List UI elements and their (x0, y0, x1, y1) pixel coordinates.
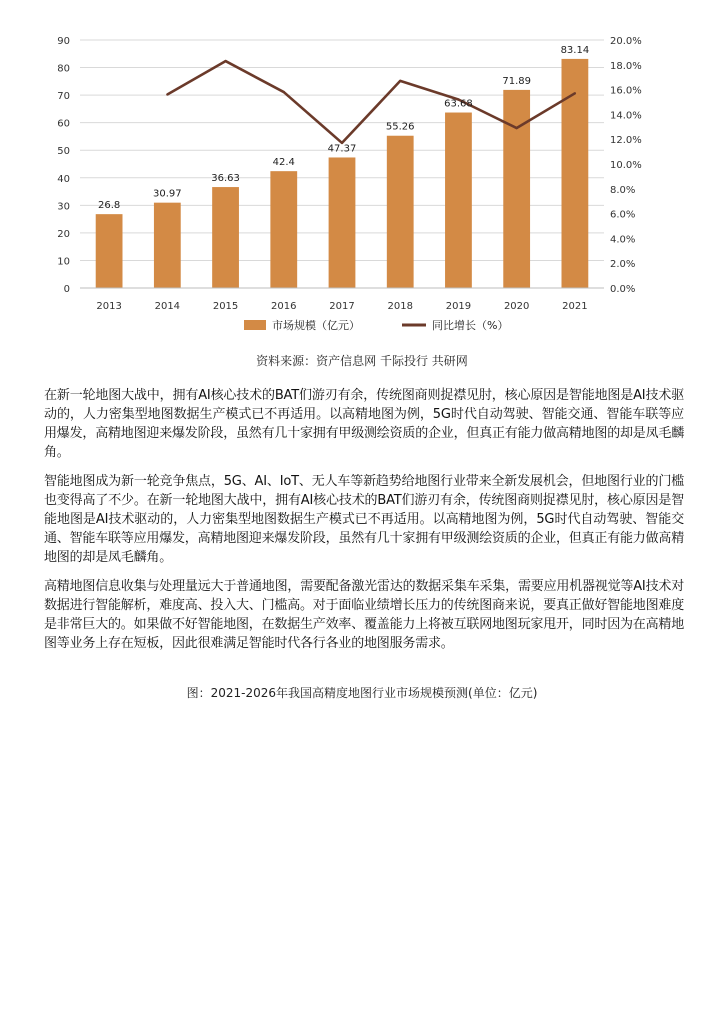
bar-value-label: 42.4 (272, 157, 295, 169)
left-tick-label: 70 (57, 91, 70, 103)
source-caption: 资料来源：资产信息网 千际投行 共研网 (256, 354, 468, 368)
x-tick-label: 2016 (271, 301, 297, 312)
bar (445, 113, 472, 288)
x-tick-label: 2020 (503, 301, 530, 312)
x-tick-label: 2017 (329, 301, 355, 312)
right-tick-label: 4.0% (610, 234, 636, 246)
bar (270, 171, 297, 288)
legend-swatch-market-size (244, 320, 266, 330)
bar (329, 157, 356, 288)
legend-label-growth: 同比增长（%） (432, 319, 509, 332)
growth-point (283, 91, 285, 93)
chart-legend (244, 318, 508, 332)
bar-value-label: 36.63 (211, 173, 240, 185)
bar (212, 187, 239, 288)
right-tick-label: 10.0% (610, 160, 642, 171)
x-tick-label: 2019 (445, 301, 472, 312)
left-tick-label: 50 (57, 146, 70, 158)
left-tick-label: 80 (57, 63, 70, 75)
bar-value-label: 30.97 (153, 188, 182, 200)
right-tick-label: 0.0% (610, 284, 636, 295)
right-tick-label: 2.0% (610, 259, 636, 271)
paragraph-1: 在新一轮地图大战中，拥有AI核心技术的BAT们游刃有余，传统图商则捉襟见肘，核心原因是智能地图是AI技术驱动的，人力密集型地图数据生产模式已不再适用。以高精地图为例，5G时代自动驾驶、智能交通、智能车联等应用爆发，高精地图迎来爆发阶段，虽然有几十家拥有甲级测绘资质的企业，但真正有能力做高精地图的却是凤毛麟角。 (44, 388, 685, 460)
right-tick-label: 6.0% (610, 209, 636, 221)
left-tick-label: 40 (57, 173, 70, 185)
bar (154, 203, 181, 288)
growth-point (399, 80, 401, 82)
figure-caption: 图：2021-2026年我国高精度地图行业市场规模预测(单位：亿元) (186, 686, 538, 700)
x-tick-label: 2015 (212, 301, 239, 312)
left-tick-label: 0 (63, 284, 70, 295)
x-tick-label: 2013 (96, 301, 122, 312)
market-size-chart (52, 26, 672, 344)
bar-value-label: 63.68 (444, 98, 473, 110)
right-tick-label: 14.0% (610, 110, 642, 122)
bar (387, 136, 414, 288)
left-tick-label: 30 (57, 201, 70, 213)
right-tick-label: 8.0% (610, 184, 636, 196)
bar (503, 90, 530, 288)
growth-point (574, 92, 576, 94)
x-tick-label: 2018 (387, 301, 413, 312)
left-tick-label: 20 (57, 228, 70, 240)
chart-svg (52, 26, 672, 344)
paragraph-2: 智能地图成为新一轮竞争焦点，5G、AI、IoT、无人车等新趋势给地图行业带来全新发展机会，但地图行业的门槛也变得高了不少。在新一轮地图大战中，拥有AI核心技术的BAT们游刃有余，传统图商则捉襟见肘，核心原因是智能地图是AI技术驱动的，人力密集型地图数据生产模式已不再适用。以高精地图为例，5G时代自动驾驶、智能交通、智能车联等应用爆发，高精地图迎来爆发阶段，虽然有几十家拥有甲级测绘资质的企业，但真正有能力做高精地图的却是凤毛麟角。 (44, 474, 685, 565)
legend-label-market-size: 市场规模（亿元） (272, 319, 360, 332)
x-tick-label: 2014 (154, 301, 181, 312)
right-tick-label: 18.0% (610, 60, 642, 72)
bar-value-label: 71.89 (502, 75, 531, 87)
left-tick-label: 10 (57, 256, 70, 268)
left-tick-label: 90 (57, 36, 70, 47)
bar-value-label: 83.14 (560, 44, 590, 56)
paragraph-3: 高精地图信息收集与处理量远大于普通地图，需要配备激光雷达的数据采集车采集，需要应用机器视觉等AI技术对数据进行智能解析，难度高、投入大、门槛高。对于面临业绩增长压力的传统图商来说，要真正做好智能地图难度是非常巨大的。如果做不好智能地图，在数据生产效率、覆盖能力上将被互联网地图玩家甩开，同时因为在高精地图等业务上存在短板，因此很难满足智能时代各行各业的地图服务需求。 (44, 579, 685, 651)
growth-point (224, 60, 226, 62)
x-tick-label: 2021 (562, 301, 588, 312)
right-tick-label: 12.0% (610, 135, 642, 147)
left-tick-label: 60 (57, 118, 70, 130)
right-tick-label: 20.0% (610, 36, 642, 47)
bar-value-label: 47.37 (327, 143, 357, 155)
bar-value-label: 26.8 (97, 200, 121, 212)
bar-value-label: 55.26 (385, 121, 415, 133)
growth-point (166, 93, 168, 95)
right-tick-label: 16.0% (610, 85, 642, 97)
growth-point (515, 127, 517, 129)
bar (96, 214, 123, 288)
